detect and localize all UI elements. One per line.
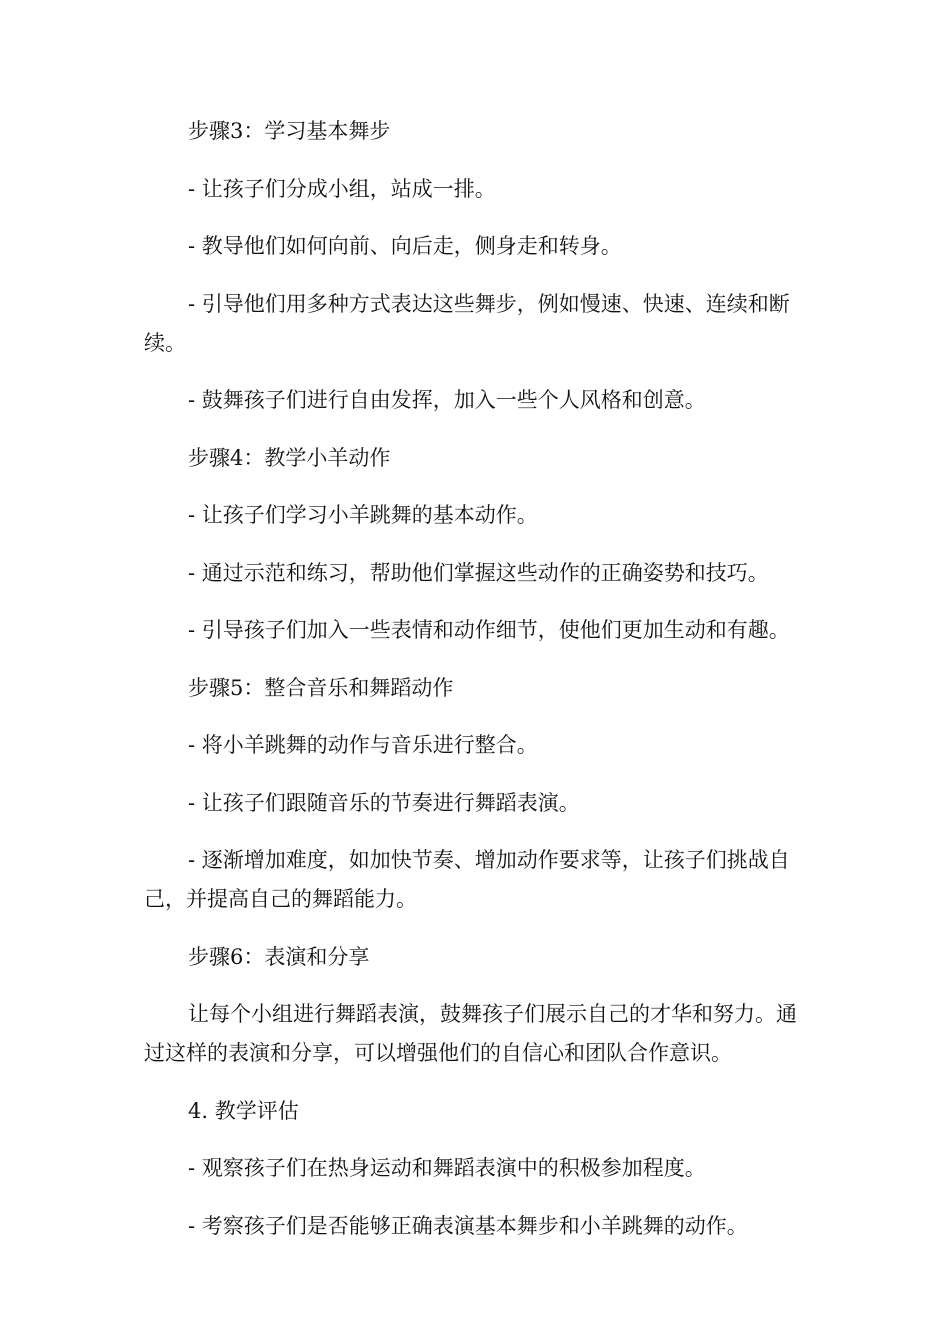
step-4-heading: 步骤4：教学小羊动作	[188, 445, 391, 470]
list-item: - 逐渐增加难度，如加快节奏、增加动作要求等，让孩子们挑战自己，并提高自己的舞蹈能力。	[144, 848, 790, 911]
list-item: - 让孩子们跟随音乐的节奏进行舞蹈表演。	[188, 790, 580, 815]
list-item: - 考察孩子们是否能够正确表演基本舞步和小羊跳舞的动作。	[188, 1213, 748, 1238]
step-3-heading: 步骤3：学习基本舞步	[188, 119, 391, 143]
section-heading-evaluation: 4. 教学评估	[188, 1098, 299, 1123]
step-5-heading: 步骤5：整合音乐和舞蹈动作	[188, 675, 454, 700]
document-body	[144, 112, 810, 1264]
step-6-heading: 步骤6：表演和分享	[188, 944, 370, 969]
list-item: - 让孩子们学习小羊跳舞的基本动作。	[188, 503, 538, 527]
body-paragraph: 让每个小组进行舞蹈表演，鼓舞孩子们展示自己的才华和努力。通过这样的表演和分享，可以增强他们的自信心和团队合作意识。	[144, 1002, 797, 1065]
list-item: - 让孩子们分成小组，站成一排。	[188, 176, 496, 201]
list-item: - 通过示范和练习，帮助他们掌握这些动作的正确姿势和技巧。	[188, 560, 769, 585]
list-item: - 鼓舞孩子们进行自由发挥，加入一些个人风格和创意。	[188, 388, 706, 412]
list-item: - 教导他们如何向前、向后走，侧身走和转身。	[188, 234, 622, 258]
list-item: - 将小羊跳舞的动作与音乐进行整合。	[188, 733, 538, 757]
list-item: - 观察孩子们在热身运动和舞蹈表演中的积极参加程度。	[188, 1156, 706, 1180]
list-item: - 引导他们用多种方式表达这些舞步，例如慢速、快速、连续和断续。	[144, 291, 790, 355]
list-item: - 引导孩子们加入一些表情和动作细节，使他们更加生动和有趣。	[188, 618, 790, 642]
